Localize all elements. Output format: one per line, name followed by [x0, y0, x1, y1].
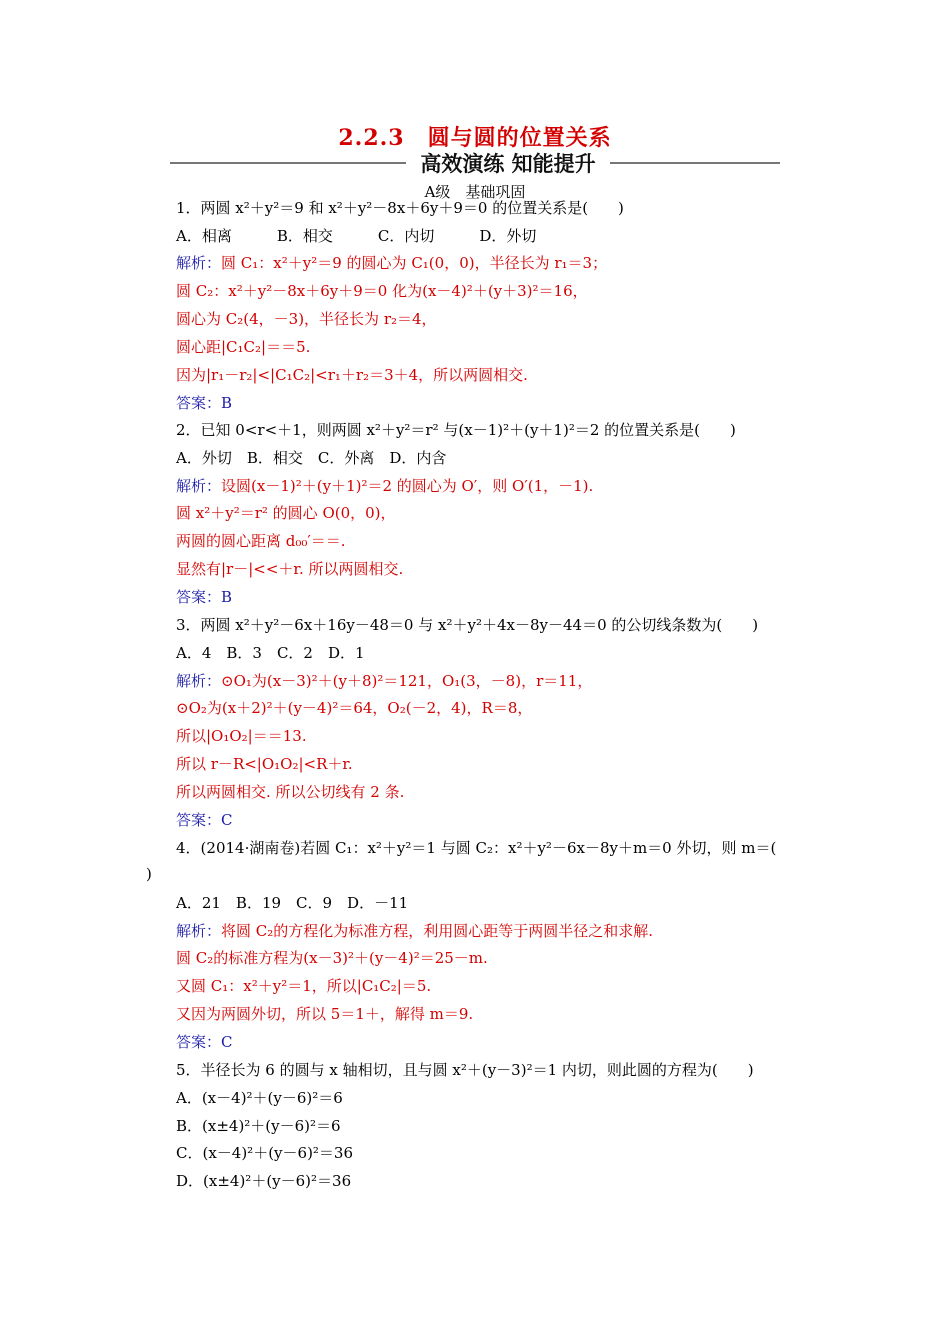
question-line: ) — [146, 865, 152, 883]
question-line: B．(x±4)²＋(y－6)²＝6 — [176, 1117, 341, 1135]
question-line: A．(x－4)²＋(y－6)²＝6 — [176, 1089, 343, 1107]
question-line: D．(x±4)²＋(y－6)²＝36 — [176, 1172, 352, 1190]
question-line: 5．半径长为 6 的圆与 x 轴相切，且与圆 x²＋(y－3)²＝1 内切，则此圆的方程为( ) — [176, 1061, 754, 1079]
solution-label: 解析： — [176, 254, 222, 272]
solution-label: 解析： — [176, 672, 222, 690]
banner-rule-left — [170, 162, 406, 164]
solution-line: 圆 C₂：x²＋y²－8x＋6y＋9＝0 化为(x－4)²＋(y＋3)²＝16， — [176, 282, 588, 300]
question-line: C．(x－4)²＋(y－6)²＝36 — [176, 1144, 354, 1162]
question-line: 2．已知 0<r<＋1，则两圆 x²＋y²＝r² 与(x－1)²＋(y＋1)²＝2 的位置关系是( ) — [176, 421, 736, 439]
solution-line: 圆 C₂的标准方程为(x－3)²＋(y－4)²＝25－m. — [176, 949, 488, 967]
solution-line: 显然有|r－|<<＋r. 所以两圆相交. — [176, 560, 404, 578]
solution-line: 因为|r₁－r₂|<|C₁C₂|<r₁＋r₂＝3＋4，所以两圆相交. — [176, 366, 528, 384]
question-line: 3．两圆 x²＋y²－6x＋16y－48＝0 与 x²＋y²＋4x－8y－44＝0 的公切线条数为( ) — [176, 616, 759, 634]
question-line: 1．两圆 x²＋y²＝9 和 x²＋y²－8x＋6y＋9＝0 的位置关系是( ) — [176, 199, 624, 217]
solution-line: 两圆的圆心距离 d₀₀′＝＝. — [176, 532, 346, 550]
solution-line — [176, 921, 653, 941]
section-banner — [170, 148, 780, 178]
question-line: A．21 B．19 C．9 D．－11 — [176, 894, 409, 912]
question-line: A．相离 B．相交 C．内切 D．外切 — [176, 227, 537, 245]
solution-line: 圆 x²＋y²＝r² 的圆心 O(0，0)， — [176, 504, 396, 522]
page-title: 2.2.3 圆与圆的位置关系 — [338, 125, 612, 151]
solution-text: 将圆 C₂的方程化为标准方程，利用圆心距等于两圆半径之和求解. — [221, 922, 654, 940]
solution-line: ⊙O₂为(x＋2)²＋(y－4)²＝64，O₂(－2，4)，R＝8， — [176, 699, 533, 717]
solution-line — [176, 476, 593, 496]
question-line: 4．(2014·湖南卷)若圆 C₁：x²＋y²＝1 与圆 C₂：x²＋y²－6x－8y＋m＝0 外切，则 m＝( — [176, 839, 777, 857]
solution-line: 所以|O₁O₂|＝＝13. — [176, 727, 307, 745]
solution-label: 解析： — [176, 477, 222, 495]
solution-line — [176, 253, 607, 273]
solution-line — [176, 671, 592, 691]
answer-line: 答案：B — [176, 394, 233, 412]
answer-line: 答案：C — [176, 811, 233, 829]
solution-line: 圆心为 C₂(4，－3)，半径长为 r₂＝4， — [176, 310, 437, 328]
solution-line: 又圆 C₁：x²＋y²＝1，所以|C₁C₂|＝5. — [176, 977, 432, 995]
solution-text: 设圆(x－1)²＋(y＋1)²＝2 的圆心为 O′，则 O′(1，－1). — [221, 477, 594, 495]
solution-line: 所以两圆相交. 所以公切线有 2 条. — [176, 783, 405, 801]
level-heading: A级 基础巩固 — [424, 183, 526, 201]
answer-line: 答案：C — [176, 1033, 233, 1051]
question-line: A．4 B．3 C．2 D．1 — [176, 644, 365, 662]
solution-text: 圆 C₁：x²＋y²＝9 的圆心为 C₁(0，0)，半径长为 r₁＝3； — [221, 254, 608, 272]
answer-line: 答案：B — [176, 588, 233, 606]
solution-line: 又因为两圆外切，所以 5＝1＋，解得 m＝9. — [176, 1005, 474, 1023]
question-line: A．外切 B．相交 C．外离 D．内含 — [176, 449, 447, 467]
solution-line: 圆心距|C₁C₂|＝＝5. — [176, 338, 311, 356]
solution-line: 所以 r－R<|O₁O₂|<R＋r. — [176, 755, 353, 773]
solution-text: ⊙O₁为(x－3)²＋(y＋8)²＝121，O₁(3，－8)，r＝11， — [221, 672, 593, 690]
banner-rule-right — [610, 162, 780, 164]
banner-text: 高效演练 知能提升 — [420, 152, 596, 176]
solution-label: 解析： — [176, 922, 222, 940]
